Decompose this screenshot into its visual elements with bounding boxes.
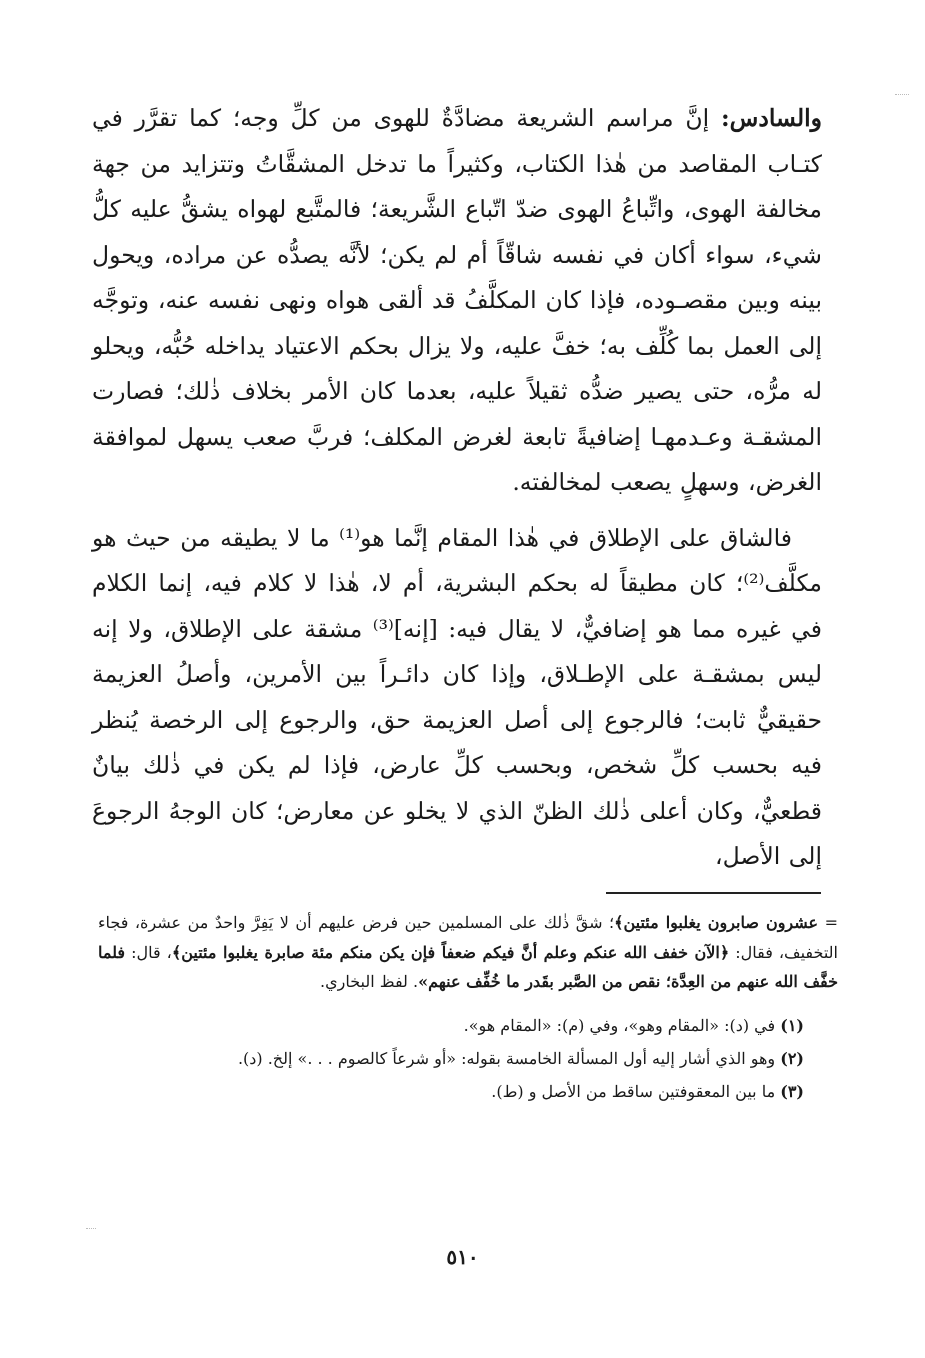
continuation-text-3: . لفظ البخاري. — [320, 972, 419, 991]
footnote-separator — [606, 892, 821, 894]
footnote-text: ما بين المعقوفتين ساقط من الأصل و (ط). — [491, 1081, 776, 1101]
paragraph-2: فالشاق على الإطلاق في هٰذا المقام إنَّما هو⁽¹⁾ ما لا يطيقه من حيث هو مكلَّف⁽²⁾؛ كان مطيقاً له بحكم البشرية، أم لا، هٰذا لا كلام فيه، إنما الكلام في غيره مما هو إضافيٌّ، لا يقال فيه: [إنه]⁽³⁾ مشقة على الإطلاق، ولا إنه ليس بمشقـة على الإطـلاق، وإذا كان دائـراً بين الأمرين، وأصلُ العزيمة حقيقيٌّ ثابت؛ فالرجوع إلى أصل العزيمة حق، والرجوع إلى الرخصة يُنظر فيه بحسب كلِّ شخص، وبحسب كلِّ عارض، فإذا لم يكن في ذٰلك بيانٌ قطعيٌّ، وكان أعلى ذٰلك الظنّ الذي لا يخلو عن معارض؛ كان الوجهُ الرجوعَ إلى الأصل، — [92, 523, 823, 870]
footnote-text: وهو الذي أشار إليه أول المسألة الخامسة بقوله: «أو شرعاً كالصوم . . .» إلخ. (د). — [237, 1048, 776, 1068]
footnote-list — [98, 1009, 838, 1108]
margin-mark-bottom — [86, 1228, 96, 1229]
footnote-number: (١) — [780, 1015, 804, 1035]
footnote-continuation — [98, 908, 838, 997]
footnotes — [98, 908, 838, 1108]
continuation-mark: = — [824, 913, 839, 932]
footnote-item — [98, 1075, 804, 1108]
paragraph-1 — [92, 96, 822, 506]
continuation-bold-mid: ﴿الآن خفف الله عنكم وعلم أنَّ فيكم ضعفاً فإن يكن منكم مئة صابرة يغلبوا مئتين﴾ — [171, 942, 730, 962]
paragraph-1-lead: والسادس: — [721, 104, 822, 132]
main-text — [92, 96, 822, 890]
footnote-item — [98, 1009, 804, 1042]
paragraph-1-body: إنَّ مراسم الشريعة مضادَّةٌ للهوى من كلِّ وجه؛ كما تقرَّر في كتـاب المقاصد من هٰذا الكتاب، وكثيراً ما تدخل المشقَّاتُ وتتزايد من جهة مخالفة الهوى، واتِّباعُ الهوى ضدّ اتّباع الشَّريعة؛ فالمتَّبع لهواه يشقُّ عليه كلُّ شيء، سواء أكان في نفسه شاقّاً أم لم يكن؛ لأنَّه يصدُّه عن مراده، ويحول بينه وبين مقصـوده، فإذا كان المكلَّفُ قد ألقى هواه ونهى نفسه عنه، وتوجَّه إلى العمل بما كُلِّف به؛ خفَّ عليه، ولا يزال بحكم الاعتياد يداخله حُبُّه، ويحلو له مرُّه، حتى يصير ضدُّه ثقيلاً عليه، بعدما كان الأمر بخلاف ذٰلك؛ فصارت المشقـة وعـدمهـا إضافيةً تابعة لغرض المكلف؛ فربَّ صعب يسهل لموافقة الغرض، وسهلٍ يصعب لمخالفته. — [92, 104, 822, 496]
footnote-number: (٣) — [780, 1081, 804, 1101]
continuation-text-2: ، قال: — [125, 942, 172, 962]
continuation-bold-end: فلما خفَّف الله عنهم من العِدَّة؛ نقص من الصَّبر بقَدر ما خُفِّف عنهم» — [98, 942, 838, 991]
continuation-bold-start: عشرون صابرون يغلبوا مئتين﴾ — [614, 913, 819, 932]
footnote-text: في (د): «المقام وهو»، وفي (م): «المقام هو». — [463, 1015, 776, 1035]
margin-mark — [895, 94, 909, 95]
continuation-text-1: ؛ شقَّ ذٰلك على المسلمين حين فرض عليهم أن لا يَفِرَّ واحدٌ من عشرة، فجاء التخفيف، فقال: — [98, 913, 839, 962]
footnote-number: (٢) — [780, 1048, 804, 1068]
page-number: ٥١٠ — [446, 1245, 479, 1269]
footnote-item — [98, 1042, 804, 1075]
